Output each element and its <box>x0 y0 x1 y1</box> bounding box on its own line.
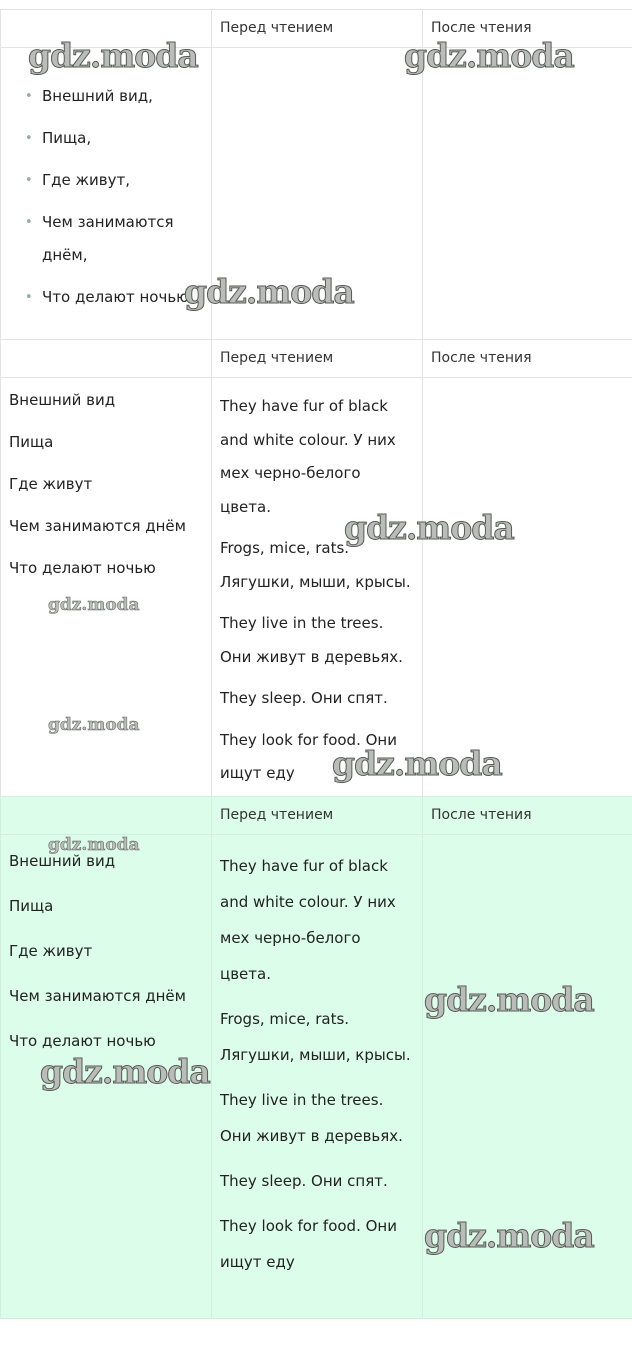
topics-cell <box>1 378 212 800</box>
header-after-reading: После чтения <box>431 807 532 823</box>
list-item: Чем занимаются днём <box>9 517 186 535</box>
list-item: Чем занимаются днём <box>9 987 186 1005</box>
answer-text: They sleep. Они спят. <box>220 1172 388 1190</box>
answer-text: They look for food. Они ищут еду <box>220 1217 397 1271</box>
before-reading-cell <box>212 378 423 800</box>
topics-list <box>1 378 211 578</box>
header-empty-cell <box>1 340 212 378</box>
answer-text: They look for food. Они ищут еду <box>220 730 397 782</box>
list-item: Внешний вид <box>9 391 116 409</box>
watermark: gdz.moda <box>40 1052 210 1091</box>
header-before-cell <box>212 10 423 48</box>
topics-list <box>1 835 211 1051</box>
answer-text: They have fur of black and white colour. У них мех черно-белого цвета. <box>220 857 396 983</box>
list-item: Где живут <box>9 475 93 493</box>
topics-bullet-list <box>1 48 211 314</box>
watermark: gdz.moda <box>48 835 140 855</box>
list-item: • Где живут, <box>25 164 211 197</box>
before-reading-cell <box>212 835 423 1319</box>
header-before-cell <box>212 340 423 378</box>
header-before-reading: Перед чтением <box>220 350 334 366</box>
watermark: gdz.moda <box>332 744 502 783</box>
table-header-row <box>1 797 632 835</box>
answer-text: Frogs, mice, rats. Лягушки, мыши, крысы. <box>220 1010 411 1064</box>
answer-text: Frogs, mice, rats. Лягушки, мыши, крысы. <box>220 539 411 591</box>
header-after-reading: После чтения <box>431 350 532 366</box>
table-row <box>1 378 632 800</box>
list-item: Где живут <box>9 942 93 960</box>
header-before-reading: Перед чтением <box>220 20 334 36</box>
header-empty-cell <box>1 797 212 835</box>
watermark: gdz.moda <box>404 36 574 75</box>
answer-text: They live in the trees. Они живут в деревьях. <box>220 614 403 666</box>
answer-text: They have fur of black and white colour. У них мех черно-белого цвета. <box>220 397 396 516</box>
watermark: gdz.moda <box>424 1216 594 1255</box>
list-item: Пища <box>9 433 54 451</box>
header-after-reading: После чтения <box>431 20 532 36</box>
watermark: gdz.moda <box>28 36 198 75</box>
watermark: gdz.moda <box>48 595 140 615</box>
table-header-row <box>1 340 632 378</box>
header-before-cell <box>212 797 423 835</box>
watermark: gdz.moda <box>48 715 140 735</box>
list-item: Что делают ночью <box>9 1032 156 1050</box>
header-after-cell <box>423 797 632 835</box>
answers-list <box>212 835 422 1280</box>
after-reading-cell <box>423 378 632 800</box>
list-item: • Чем занимаются днём, <box>25 206 211 272</box>
after-reading-cell <box>423 48 632 340</box>
header-before-reading: Перед чтением <box>220 807 334 823</box>
list-item: Пища <box>9 897 54 915</box>
watermark: gdz.moda <box>184 272 354 311</box>
list-item: Что делают ночью <box>9 559 156 577</box>
header-after-cell <box>423 340 632 378</box>
answer-text: They live in the trees. Они живут в деревьях. <box>220 1091 403 1145</box>
topics-cell <box>1 48 212 340</box>
watermark: gdz.moda <box>424 980 594 1019</box>
list-item: Внешний вид <box>9 852 116 870</box>
list-item: • Внешний вид, <box>25 80 211 113</box>
answer-text: They sleep. Они спят. <box>220 689 388 707</box>
answers-list <box>212 378 422 791</box>
watermark: gdz.moda <box>344 508 514 547</box>
list-item: • Пища, <box>25 122 211 155</box>
list-item: • Что делают ночью <box>25 281 211 314</box>
